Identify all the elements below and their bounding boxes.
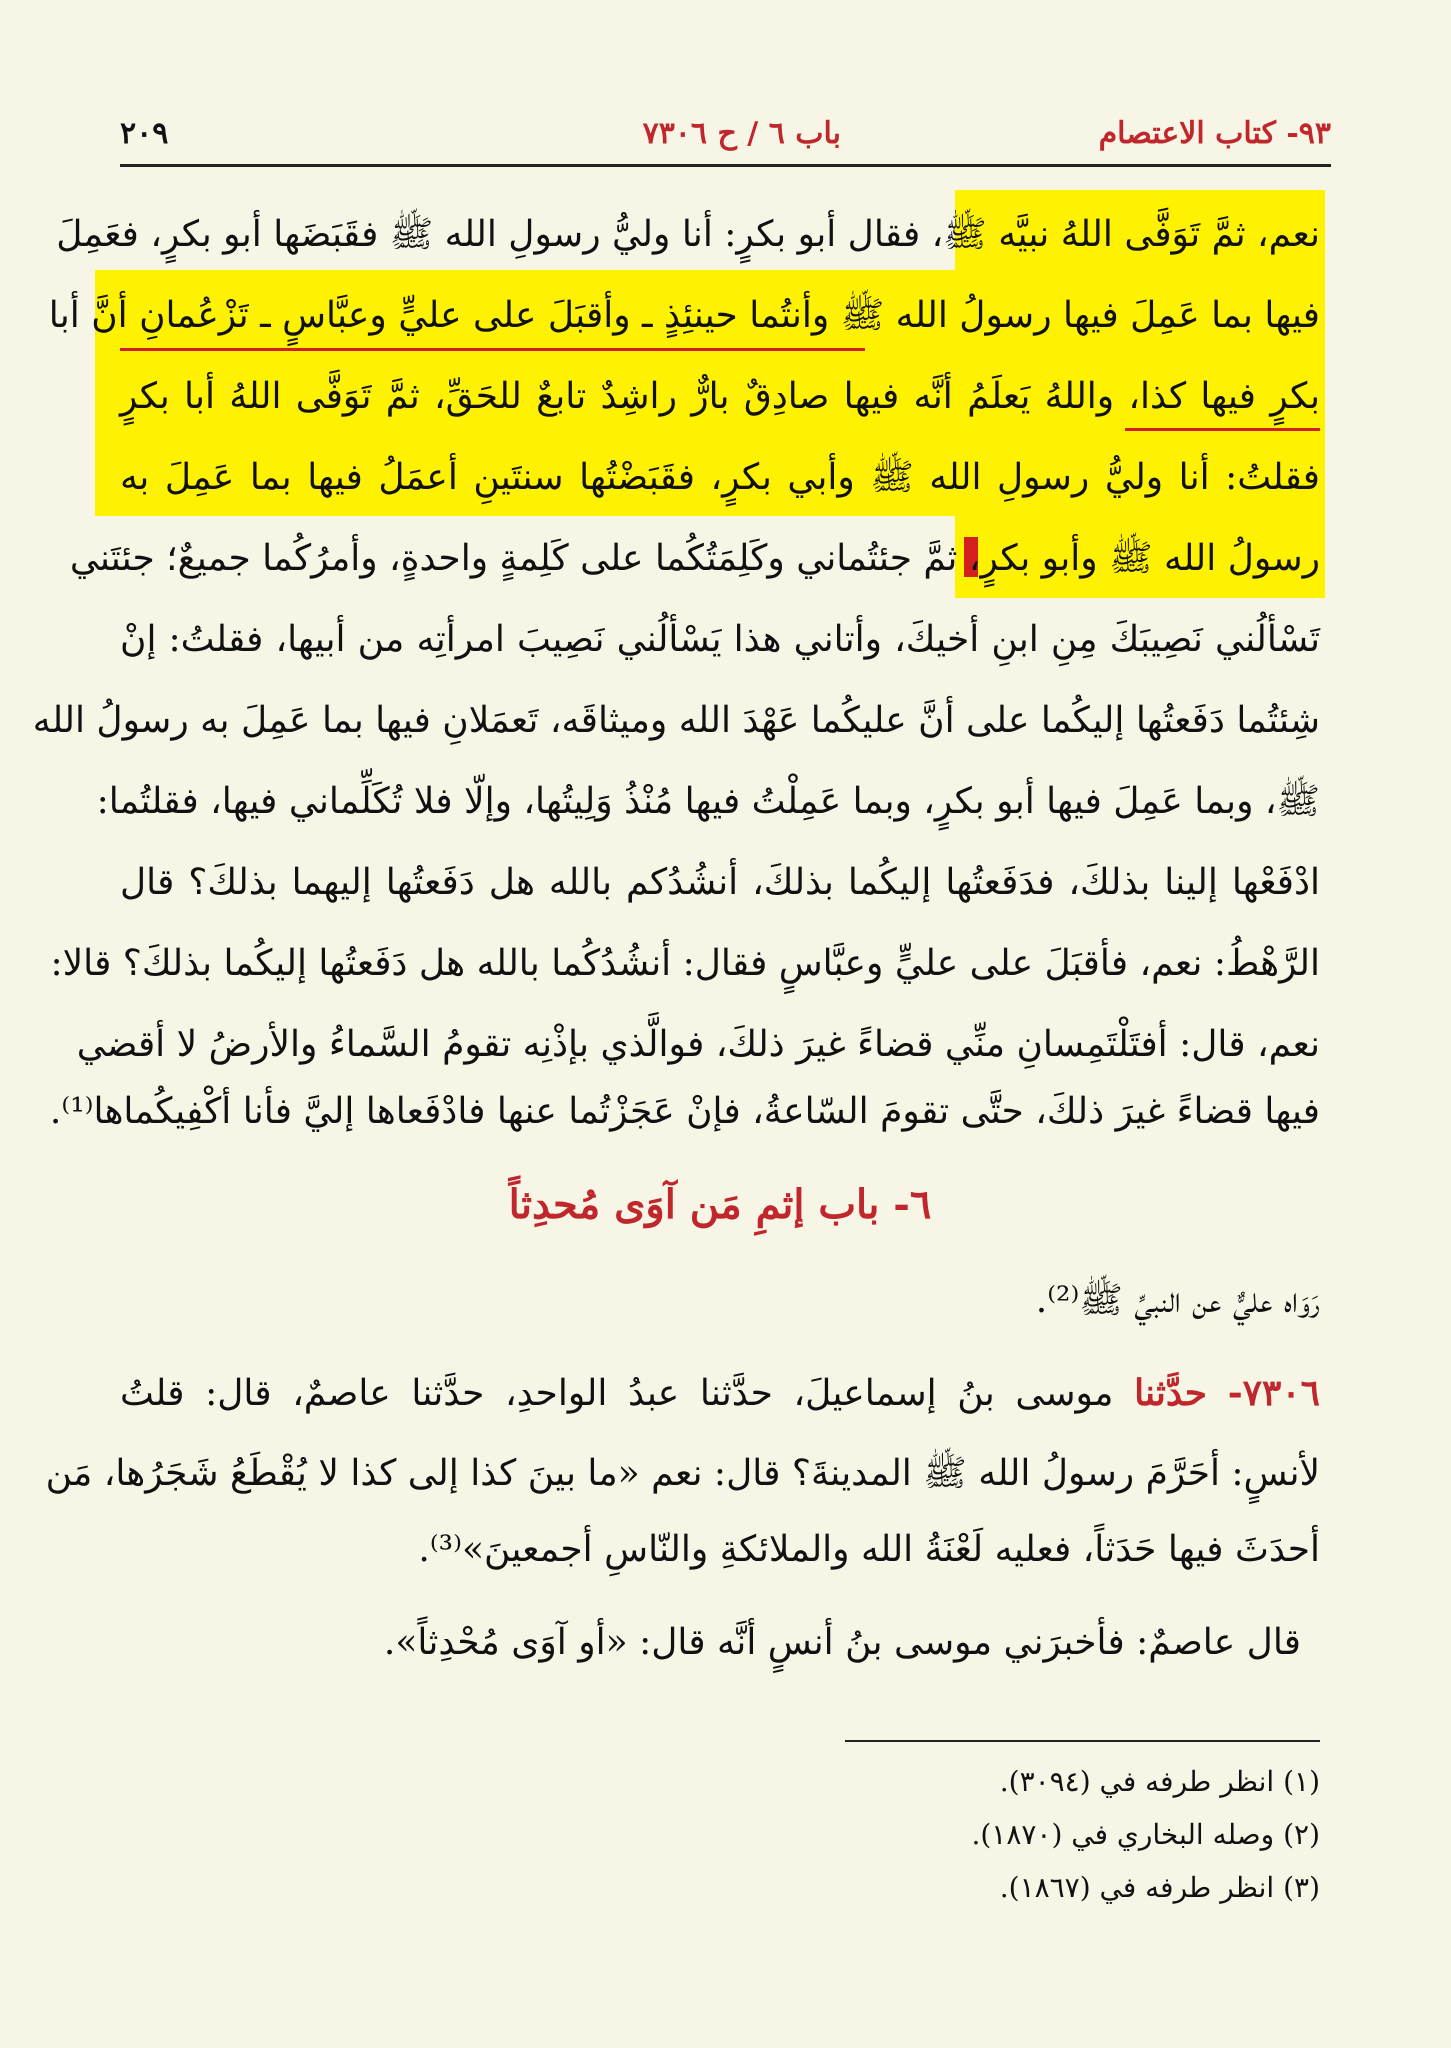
body-line: ادْفَعْها إلينا بذلكَ، فدَفَعتُها إليكُما بذلكَ، أنشُدُكم بالله هل دَفَعتُها إليهما بذلكَ؟ قال	[120, 862, 1320, 903]
hadith-line: لأنسٍ: أحَرَّمَ رسولُ الله ﷺ المدينةَ؟ قال: نعم «ما بينَ كذا إلى كذا لا يُقْطَعُ شَجَرُها، مَن	[45, 1453, 1320, 1494]
hadith-text: موسى بنُ إسماعيلَ، حدَّثنا عبدُ الواحدِ، حدَّثنا عاصمٌ، قال: قلتُ	[120, 1373, 1114, 1414]
footnote: (٢) وصله البخاري في (١٨٧٠).	[971, 1818, 1320, 1851]
body-line: نعم، قال: أفتَلْتَمِسانِ منِّي قضاءً غيرَ ذلكَ، فوالَّذي بإذْنِه تقومُ السَّماءُ والأرضُ لا أقضي	[76, 1024, 1320, 1065]
riwaya-line: رَوَاه عليٌّ عن النبيِّ ﷺ⁽²⁾.	[1035, 1280, 1320, 1321]
header-rule	[120, 164, 1331, 167]
closing-line: قال عاصمٌ: فأخبرَني موسى بنُ أنسٍ أنَّه قال: «أو آوَى مُحْدِثاً».	[383, 1622, 1301, 1663]
body-line: تَسْألُني نَصِيبَكَ مِنِ ابنِ أخيكَ، وأتاني هذا يَسْألُني نَصِيبَ امرأتِه من أبيها، فقلتُ: إنْ	[120, 619, 1320, 660]
body-line: ﷺ، وبما عَمِلَ فيها أبو بكرٍ، وبما عَمِلْتُ فيها مُنْذُ وَلِيتُها، وإلّا فلا تُكَلِّماني فيها، فقلتُما:	[96, 781, 1320, 822]
footnote-rule	[845, 1740, 1320, 1742]
footnote: (٣) انظر طرفه في (١٨٦٧).	[999, 1871, 1320, 1904]
footnote: (١) انظر طرفه في (٣٠٩٤).	[999, 1765, 1320, 1798]
body-line: الرَّهْطُ: نعم، فأقبَلَ على عليٍّ وعبَّاسٍ فقال: أنشُدُكُما بالله هل دَفَعتُها إليكُما بذلكَ؟ قالا:	[50, 943, 1320, 984]
hadith-opening: حدَّثنا	[1134, 1372, 1208, 1414]
hadith-line-1	[120, 1358, 1320, 1428]
body-line: بكرٍ فيها كذا، واللهُ يَعلَمُ أنَّه فيها صادِقٌ بارٌّ راشِدٌ تابعٌ للحَقِّ، ثمَّ تَوَفَّى اللهُ أبا بكرٍ	[120, 376, 1320, 417]
section-heading: ٦- باب إثمِ مَن آوَى مُحدِثاً	[508, 1181, 932, 1228]
body-line: شِئتُما دَفَعتُها إليكُما على أنَّ عليكُما عَهْدَ الله وميثاقَه، تَعمَلانِ فيها بما عَمِلَ به رسولُ الله	[32, 700, 1320, 741]
body-line: فيها قضاءً غيرَ ذلكَ، حتَّى تقومَ السّاعةُ، فإنْ عَجَزْتُما عنها فادْفَعاها إليَّ فأنا أكْفِيكُماها⁽¹⁾.	[49, 1091, 1320, 1132]
body-line: نعم، ثمَّ تَوَفَّى اللهُ نبيَّه ﷺ، فقال أبو بكرٍ: أنا وليُّ رسولِ الله ﷺ فقَبَضَها أبو بكرٍ، فعَمِلَ	[56, 214, 1320, 255]
header-chapter-ref: باب ٦ / ح ٧٣٠٦	[642, 116, 841, 151]
running-header	[120, 112, 1331, 164]
page-number: ٢٠٩	[120, 116, 169, 151]
body-line: فقلتُ: أنا وليُّ رسولِ الله ﷺ وأبي بكرٍ، فقَبَضْتُها سنتَينِ أعمَلُ فيها بما عَمِلَ به	[120, 457, 1320, 498]
body-line: رسولُ الله ﷺ وأبو بكرٍ، ثمَّ جئتُماني وكَلِمَتُكُما على كَلِمةٍ واحدةٍ، وأمرُكُما جميعٌ؛ جئتَني	[69, 538, 1320, 579]
body-line: فيها بما عَمِلَ فيها رسولُ الله ﷺ وأنتُما حينئِذٍ ـ وأقبَلَ على عليٍّ وعبَّاسٍ ـ تَزْعُمانِ أنَّ أبا	[48, 295, 1320, 336]
hadith-line: أحدَثَ فيها حَدَثاً، فعليه لَعْنَةُ الله والملائكةِ والنّاسِ أجمعينَ»⁽³⁾.	[418, 1529, 1320, 1570]
header-book-title: ٩٣- كتاب الاعتصام	[1098, 116, 1331, 151]
hadith-number: ٧٣٠٦-	[1227, 1372, 1321, 1414]
